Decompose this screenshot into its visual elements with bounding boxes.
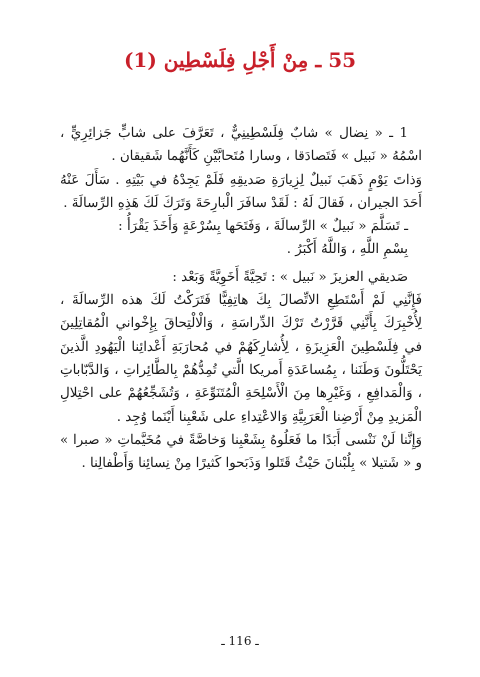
paragraph-letter-end: وَإِنَّنا لَنْ نَنْسى أَبَدًا ما فَعَلُوهُ بِشَعْبِنا وَخاصَّةً في مُخَيَّماتِ « صبرا » و « شَتيلا » بِلُبْنانَ حَيْثُ قَتَلوا وَذَبَحوا كَثيرًا مِنْ نِسائِنا وَأَطْفالِنا . [60,432,422,472]
paragraph-visit: وَذاتَ يَوْمٍ ذَهَبَ نَبيلٌ لِزِيارَةِ صَديقِهِ فَلَمْ يَجِدْهُ في بَيْتِهِ . سَأَلَ عَنْهُ أَحَدَ الجيران ، فَقالَ لَهُ : لَقَدْ سافَرَ الْبارِحَةَ وَتَرَكَ لَكَ هَذِهِ الرِّسالَةَ . [60,172,422,211]
body-text [60,122,422,475]
page-number: ـ 116 ـ [221,634,259,648]
paragraph-letter-body: فَإِنَّنِي لَمْ أَسْتَطِعِ الاتِّصالَ بِكَ هاتِفِيًّا فَتَرَكْتُ لَكَ هذه الرِّسالَةَ ، لِأُخْبِرَكَ بِأَنَّنِي قَرَّرْتُ تَرْكَ الدِّراسَةِ ، وَالْالْتِحاقَ بِإِخْواني الْمُقاتِلِينَ في فِلَسْطِينَ الْعَزِيزَةِ ، لِأُشارِكَهُمْ في مُحارَبَةِ أَعْدائِنا الْيَهُودِ الَّذينَ يَحْتَلُّونَ وَطَنَنا ، بِمُساعَدَةِ أَمريكا الَّتي تُمِدُّهُمْ بِالطَّائِراتِ ، وَالدَّبّاباتِ ، وَالْمَدافِعِ ، وَغَيْرِها مِنَ الْأَسْلِحَةِ الْمُتَنَوِّعَةِ ، وَتُشَجِّعُهُمْ على احْتِلالِ الْمَزيدِ مِنْ أَرْضِنا الْعَرَبِيَّةِ وَالاعْتِداءِ على شَعْبِنا أَيْنَما وُجِد . [60,293,422,425]
paragraph-basmala: بِسْمِ اللَّهِ ، وَاللَّهُ أَكْبَرُ . [286,242,408,258]
paragraph-greeting: صَديقي العزيزَ « نَبيل » : تَحِيَّةً أَخَوِيَّةً وَبَعْد : [172,269,408,285]
paragraph-receive-letter: ـ تَسَلَّمَ « نَبيلٌ » الرِّسالَةَ ، وَفَتَحَها بِسُرْعَةٍ وَأَخَذَ يَقْرَأُ : [118,219,408,235]
page-title: 55 ـ مِنْ أَجْلِ فِلَسْطِين (1) [123,48,357,72]
paragraph-intro: 1 ـ « نِضال » شابٌ فِلَسْطِينِيٌّ ، تَعَرَّفَ على شابٍّ جَزائِرِيٍّ ، اسْمُهُ « نَبيل » فَتَصادَقا ، وسارا مُتَحابَّيْنِ كَأَنَّهُما شَقيقان . [60,126,422,165]
